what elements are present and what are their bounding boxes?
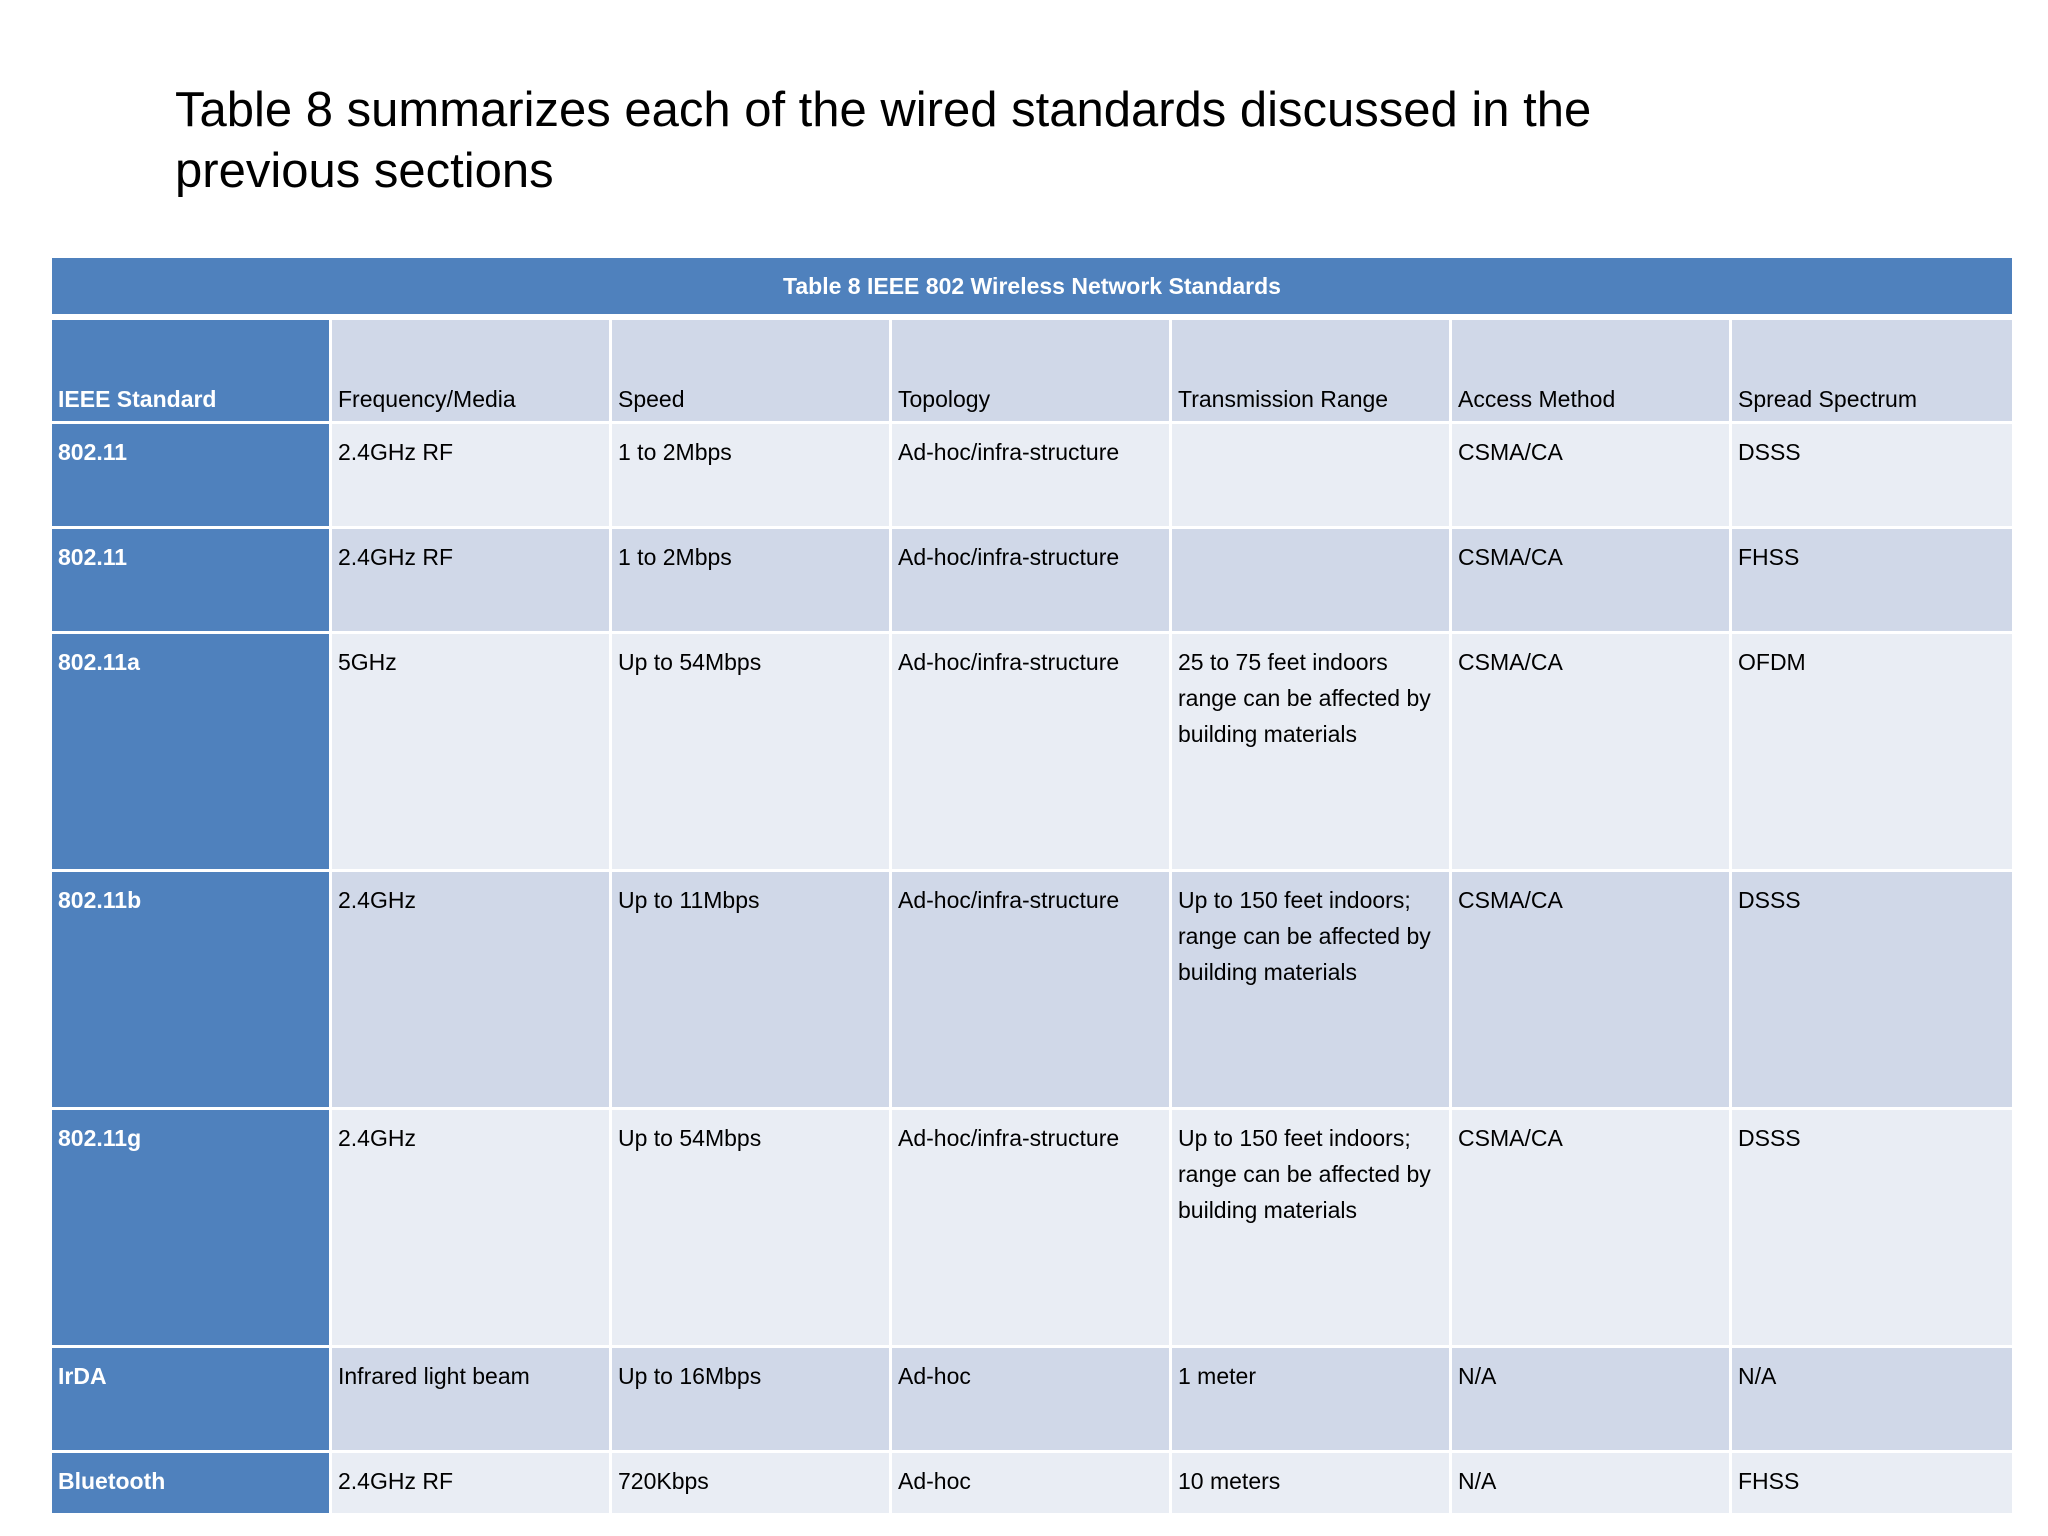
header-topology: Topology <box>892 320 1172 424</box>
table-row <box>52 1110 2012 1348</box>
frequency-cell: Infrared light beam <box>332 1348 612 1453</box>
standard-cell: 802.11b <box>52 872 332 1110</box>
header-spread-spectrum: Spread Spectrum <box>1732 320 2012 424</box>
header-speed: Speed <box>612 320 892 424</box>
standard-cell: 802.11a <box>52 634 332 872</box>
topology-cell: Ad-hoc/infra-structure <box>892 1110 1172 1348</box>
topology-cell: Ad-hoc/infra-structure <box>892 872 1172 1110</box>
standard-cell: 802.11g <box>52 1110 332 1348</box>
range-cell: Up to 150 feet indoors; range can be affected by building materials <box>1172 872 1452 1110</box>
topology-cell: Ad-hoc/infra-structure <box>892 529 1172 634</box>
table-row <box>52 634 2012 872</box>
topology-cell: Ad-hoc/infra-structure <box>892 424 1172 529</box>
range-cell: 1 meter <box>1172 1348 1452 1453</box>
standard-cell: IrDA <box>52 1348 332 1453</box>
speed-cell: 1 to 2Mbps <box>612 424 892 529</box>
range-cell: 10 meters <box>1172 1453 1452 1513</box>
range-cell <box>1172 424 1452 529</box>
slide-title: Table 8 summarizes each of the wired standards discussed in the previous sections <box>175 83 1592 198</box>
speed-cell: Up to 54Mbps <box>612 1110 892 1348</box>
standards-table-container <box>52 258 2012 1513</box>
range-cell: 25 to 75 feet indoors range can be affected by building materials <box>1172 634 1452 872</box>
table-header-row <box>52 320 2012 424</box>
access-cell: CSMA/CA <box>1452 1110 1732 1348</box>
range-cell: Up to 150 feet indoors; range can be affected by building materials <box>1172 1110 1452 1348</box>
spread-cell: DSSS <box>1732 424 2012 529</box>
spread-cell: FHSS <box>1732 1453 2012 1513</box>
access-cell: N/A <box>1452 1453 1732 1513</box>
standard-cell: Bluetooth <box>52 1453 332 1513</box>
frequency-cell: 2.4GHz RF <box>332 529 612 634</box>
frequency-cell: 5GHz <box>332 634 612 872</box>
table-row <box>52 529 2012 634</box>
speed-cell: Up to 11Mbps <box>612 872 892 1110</box>
header-access-method: Access Method <box>1452 320 1732 424</box>
table-row <box>52 872 2012 1110</box>
frequency-cell: 2.4GHz <box>332 1110 612 1348</box>
speed-cell: Up to 54Mbps <box>612 634 892 872</box>
speed-cell: 1 to 2Mbps <box>612 529 892 634</box>
wireless-standards-table <box>52 258 2012 1513</box>
frequency-cell: 2.4GHz <box>332 872 612 1110</box>
speed-cell: Up to 16Mbps <box>612 1348 892 1453</box>
standard-cell: 802.11 <box>52 424 332 529</box>
access-cell: CSMA/CA <box>1452 529 1732 634</box>
access-cell: CSMA/CA <box>1452 872 1732 1110</box>
spread-cell: N/A <box>1732 1348 2012 1453</box>
topology-cell: Ad-hoc <box>892 1453 1172 1513</box>
speed-cell: 720Kbps <box>612 1453 892 1513</box>
header-transmission-range: Transmission Range <box>1172 320 1452 424</box>
access-cell: CSMA/CA <box>1452 634 1732 872</box>
spread-cell: FHSS <box>1732 529 2012 634</box>
topology-cell: Ad-hoc/infra-structure <box>892 634 1172 872</box>
table-row <box>52 424 2012 529</box>
access-cell: CSMA/CA <box>1452 424 1732 529</box>
frequency-cell: 2.4GHz RF <box>332 424 612 529</box>
header-ieee-standard: IEEE Standard <box>52 320 332 424</box>
spread-cell: DSSS <box>1732 872 2012 1110</box>
header-frequency-media: Frequency/Media <box>332 320 612 424</box>
table-row <box>52 1453 2012 1513</box>
table-caption-row <box>52 258 2012 320</box>
range-cell <box>1172 529 1452 634</box>
spread-cell: OFDM <box>1732 634 2012 872</box>
spread-cell: DSSS <box>1732 1110 2012 1348</box>
table-caption: Table 8 IEEE 802 Wireless Network Standards <box>52 258 2012 320</box>
topology-cell: Ad-hoc <box>892 1348 1172 1453</box>
frequency-cell: 2.4GHz RF <box>332 1453 612 1513</box>
table-row <box>52 1348 2012 1453</box>
standard-cell: 802.11 <box>52 529 332 634</box>
access-cell: N/A <box>1452 1348 1732 1453</box>
